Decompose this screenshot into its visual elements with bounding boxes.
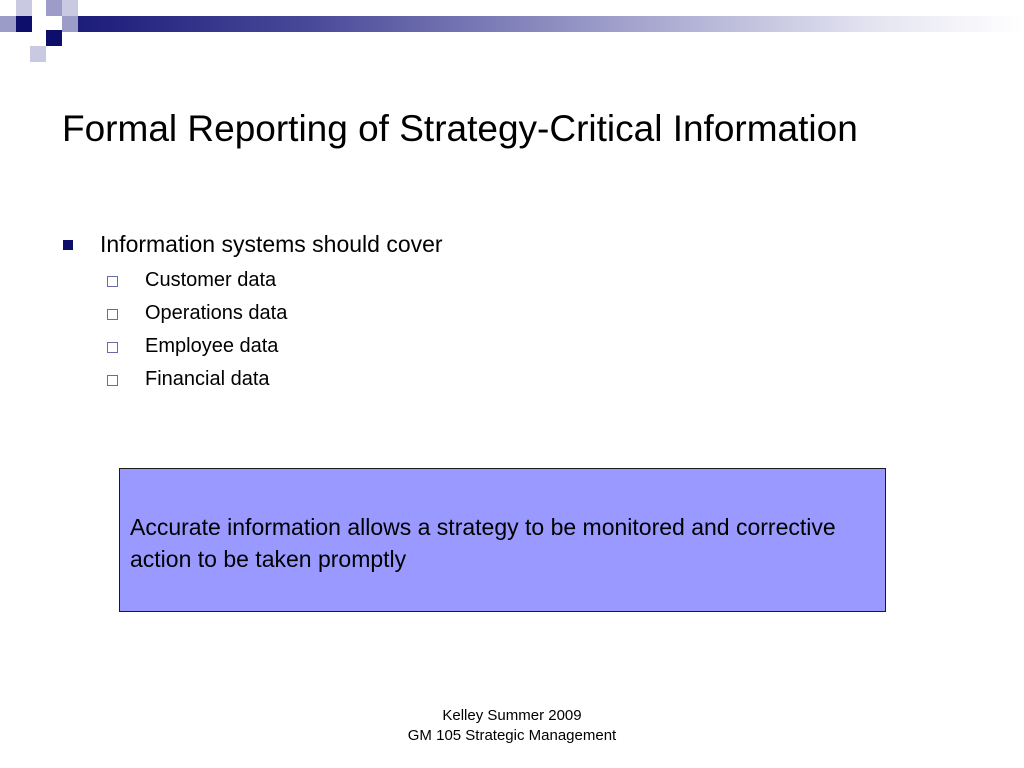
callout-text: Accurate information allows a strategy to be monitored and corrective action to be taken promptly [130,514,836,572]
decor-square [46,30,62,46]
sub-bullet-list [100,264,443,396]
decor-square [16,16,32,32]
decor-square [46,0,62,16]
decor-square [0,16,16,32]
hollow-square-bullet-icon [107,375,118,386]
decor-square [30,46,46,62]
footer-line-2: GM 105 Strategic Management [407,727,617,744]
filled-square-bullet-icon [63,240,73,250]
hollow-square-bullet-icon [107,276,118,287]
hollow-square-bullet-icon [107,342,118,353]
sub-bullet-item [100,297,443,330]
sub-bullet-text: Customer data [145,269,277,291]
sub-bullet-text: Operations data [145,302,288,324]
bullet-item [62,228,443,396]
sub-bullet-text: Financial data [145,368,270,390]
bullet-text: Information systems should cover [100,231,443,257]
decor-square [62,16,78,32]
sub-bullet-item [100,363,443,396]
slide-title: Formal Reporting of Strategy-Critical Information [62,108,858,149]
decor-square [62,0,78,16]
header-gradient-bar [78,16,1024,32]
sub-bullet-text: Employee data [145,335,279,357]
callout-box [119,468,886,612]
slide-footer [0,706,1024,746]
bullet-list [62,228,443,396]
footer-line-1: Kelley Summer 2009 [442,707,582,724]
decor-square [16,0,32,16]
sub-bullet-item [100,264,443,297]
hollow-square-bullet-icon [107,309,118,320]
sub-bullet-item [100,330,443,363]
